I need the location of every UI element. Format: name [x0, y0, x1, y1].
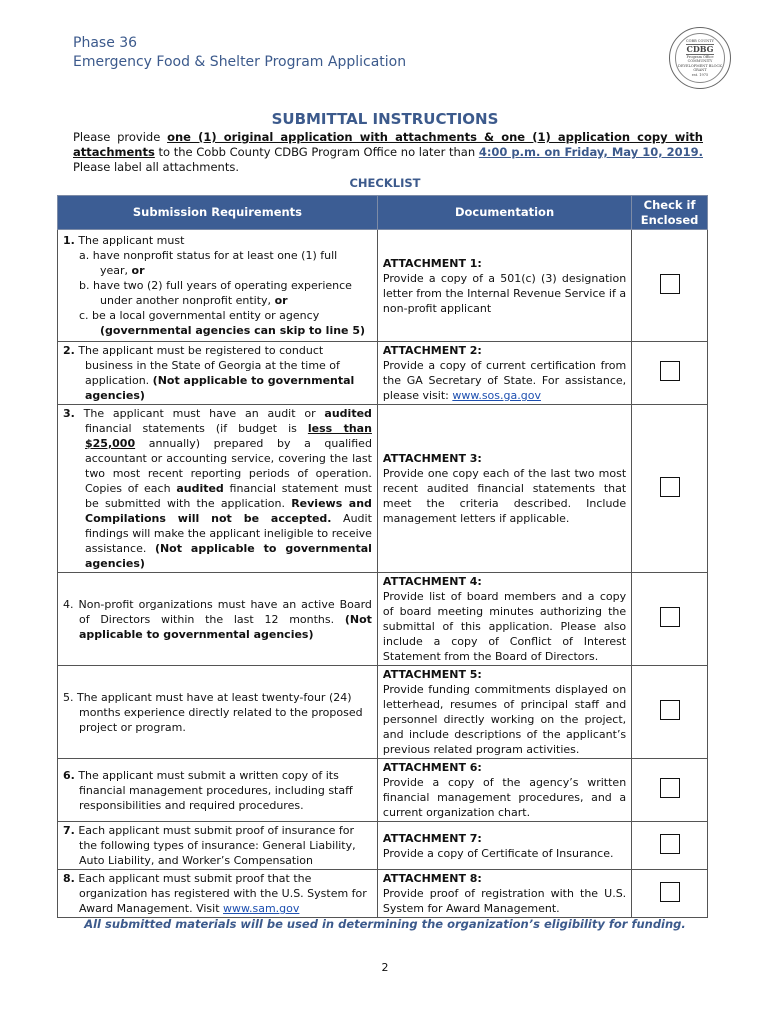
- req-3-audited: audited: [324, 407, 372, 420]
- enclosed-checkbox-8[interactable]: [660, 882, 680, 902]
- sam-link[interactable]: www.sam.gov: [223, 902, 300, 915]
- req-1b-text: have two (2) full years of operating experience: [92, 279, 352, 292]
- req-1b-text2: under another nonprofit entity,: [100, 294, 275, 307]
- checklist-table: [57, 195, 708, 918]
- intro-paragraph: [73, 130, 703, 175]
- check-cell-4: [632, 573, 708, 666]
- page-number: 2: [381, 961, 389, 974]
- requirement-7: [58, 822, 378, 870]
- attachment-1-label: ATTACHMENT 1:: [382, 256, 482, 270]
- attachment-3-text: Provide one copy each of the last two most recent audited financial statements that meet the criteria described. Include management letters if applicable.: [382, 467, 627, 525]
- col-header-documentation: Documentation: [377, 196, 631, 230]
- table-row: [58, 405, 708, 573]
- requirement-6: [58, 759, 378, 822]
- req-1a-or: or: [131, 264, 145, 277]
- requirement-4: [58, 573, 378, 666]
- req-3-t4: financial statement must be submitted with the application.: [85, 482, 372, 510]
- attachment-2-text: Provide a copy of current certification from the GA Secretary of State. For assistance, please visit:: [382, 359, 627, 402]
- check-cell-5: [632, 666, 708, 759]
- req-3-less-than: less than $25,000: [85, 422, 372, 450]
- seal-est-text: est. 1975: [691, 72, 709, 77]
- enclosed-checkbox-1[interactable]: [660, 274, 680, 294]
- req-1b-or: or: [274, 294, 288, 307]
- table-row: [58, 230, 708, 342]
- documentation-8: [377, 870, 631, 918]
- req-1c-text: be a local governmental entity or agency: [92, 309, 320, 322]
- intro-text-2: to the Cobb County CDBG Program Office no later than: [154, 145, 479, 159]
- enclosed-checkbox-2[interactable]: [660, 361, 680, 381]
- req-1c-note: (governmental agencies can skip to line 5): [100, 324, 366, 337]
- attachment-3-label: ATTACHMENT 3:: [382, 452, 482, 465]
- requirement-1: [58, 230, 378, 342]
- documentation-1: [377, 230, 631, 342]
- check-cell-7: [632, 822, 708, 870]
- enclosed-checkbox-5[interactable]: [660, 700, 680, 720]
- intro-text-1: Please provide: [73, 130, 168, 144]
- attachment-7-text: Provide a copy of Certificate of Insurance.: [382, 846, 614, 860]
- req-8-number: 8.: [63, 872, 75, 885]
- enclosed-checkbox-3[interactable]: [660, 477, 680, 497]
- attachment-8-text: Provide proof of registration with the U.S. System for Award Management.: [382, 887, 627, 915]
- req-1a-text: have nonprofit status for at least one (1) full: [92, 249, 338, 262]
- attachment-2-label: ATTACHMENT 2:: [382, 344, 482, 357]
- seal-inner-ring: [675, 33, 725, 83]
- table-header-row: [58, 196, 708, 230]
- requirement-8: [58, 870, 378, 918]
- req-3-reviews: Reviews and Compilations will not be accepted.: [85, 497, 372, 525]
- requirement-5: [58, 666, 378, 759]
- req-3-audited2: audited: [176, 482, 224, 495]
- req-1b-label: b.: [79, 279, 93, 292]
- req-6-number: 6.: [63, 768, 75, 782]
- req-3-t5: Audit findings will make the applicant ineligible to receive assistance.: [85, 512, 372, 555]
- req-1-number: 1.: [63, 234, 75, 247]
- req-2-text: The applicant must be registered to conduct business in the State of Georgia at the time of application.: [74, 344, 340, 387]
- req-6-text: The applicant must submit a written copy of its financial management procedures, including staff responsibilities and required procedures.: [74, 768, 353, 812]
- seal-center-text: CDBG: [686, 43, 714, 54]
- attachment-1-text: Provide a copy of a 501(c) (3) designation letter from the Internal Revenue Service if a non-profit applicant: [382, 271, 627, 315]
- req-3-t3: annually) prepared by a qualified accountant or accounting service, covering the last two most recent reporting periods of operation. Copies of each: [85, 437, 372, 495]
- documentation-2: [377, 342, 631, 405]
- attachment-4-label: ATTACHMENT 4:: [382, 575, 482, 588]
- documentation-7: [377, 822, 631, 870]
- intro-bold: one (1) original application with attachments & one (1) application copy with attachments: [73, 130, 703, 159]
- documentation-6: [377, 759, 631, 822]
- col-header-check-l2: Enclosed: [640, 212, 699, 227]
- table-row: [58, 573, 708, 666]
- table-row: [58, 342, 708, 405]
- phase-label: Phase 36: [73, 35, 138, 51]
- cobb-county-cdbg-seal-logo: [669, 27, 731, 89]
- seal-ring-text: COBB COUNTY: [685, 39, 714, 43]
- enclosed-checkbox-7[interactable]: [660, 834, 680, 854]
- attachment-8-label: ATTACHMENT 8:: [382, 872, 482, 885]
- table-row: [58, 822, 708, 870]
- req-1a-text2: year,: [100, 264, 132, 277]
- col-header-check-l1: Check if: [643, 197, 696, 212]
- enclosed-checkbox-4[interactable]: [660, 607, 680, 627]
- attachment-6-text: Provide a copy of the agency’s written financial management procedures, and a current organization chart.: [382, 776, 627, 819]
- req-4-note: (Not applicable to governmental agencies): [79, 612, 372, 641]
- table-row: [58, 666, 708, 759]
- req-5-text: 5. The applicant must have at least twenty-four (24) months experience directly related to the proposed project or program.: [63, 690, 363, 734]
- enclosed-checkbox-6[interactable]: [660, 778, 680, 798]
- req-2-note: (Not applicable to governmental agencies): [85, 374, 355, 402]
- eligibility-footer-note: All submitted materials will be used in determining the organization’s eligibility for funding.: [84, 917, 686, 931]
- check-cell-8: [632, 870, 708, 918]
- col-header-requirements: Submission Requirements: [58, 196, 378, 230]
- table-row: [58, 870, 708, 918]
- req-3-number: 3.: [63, 407, 75, 420]
- attachment-5-text: Provide funding commitments displayed on letterhead, resumes of principal staff and personnel directly working on the project, and include descriptions of the applicant’s previous related program activities.: [382, 683, 627, 756]
- documentation-5: [377, 666, 631, 759]
- req-1c-label: c.: [79, 309, 93, 322]
- req-8-text: Each applicant must submit proof that the organization has registered with the U.S. System for Award Management. Visit: [74, 872, 367, 915]
- req-3-note: (Not applicable to governmental agencies): [85, 542, 372, 570]
- document-header: [73, 34, 406, 72]
- attachment-5-label: ATTACHMENT 5:: [382, 668, 482, 681]
- requirement-3: [58, 405, 378, 573]
- req-1a-label: a.: [79, 249, 93, 262]
- documentation-4: [377, 573, 631, 666]
- documentation-3: [377, 405, 631, 573]
- page-title: SUBMITTAL INSTRUCTIONS: [271, 110, 499, 128]
- check-cell-2: [632, 342, 708, 405]
- req-3-t1: The applicant must have an audit or: [74, 407, 325, 420]
- intro-text-3: Please label all attachments.: [73, 160, 239, 174]
- req-7-text: Each applicant must submit proof of insurance for the following types of insurance: General Liability, Auto Liability, and Worker’s Compensation: [74, 824, 356, 867]
- attachment-7-label: ATTACHMENT 7:: [382, 831, 482, 845]
- req-4-text: 4. Non-profit organizations must have an active Board of Directors within the last 12 months.: [63, 597, 372, 626]
- attachment-4-text: Provide list of board members and a copy of board meeting minutes authorizing the submittal of this application. Please also include a copy of Conflict of Interest Statement from the Board of Directors.: [382, 590, 627, 663]
- req-2-number: 2.: [63, 344, 75, 357]
- table-row: [58, 759, 708, 822]
- check-cell-6: [632, 759, 708, 822]
- program-title: Emergency Food & Shelter Program Application: [73, 54, 407, 70]
- check-cell-1: [632, 230, 708, 342]
- seal-program-text: Program Office: [686, 54, 714, 59]
- req-1-lead: The applicant must: [74, 234, 185, 247]
- col-header-check: [632, 196, 708, 230]
- deadline-date: 4:00 p.m. on Friday, May 10, 2019.: [478, 145, 703, 159]
- requirement-2: [58, 342, 378, 405]
- checklist-heading: CHECKLIST: [349, 176, 421, 190]
- seal-sub-text: COMMUNITY DEVELOPMENT BLOCK GRANT: [678, 59, 722, 72]
- sos-link[interactable]: www.sos.ga.gov: [452, 389, 541, 402]
- req-3-t2: financial statements (if budget is: [85, 422, 308, 435]
- check-cell-3: [632, 405, 708, 573]
- attachment-6-label: ATTACHMENT 6:: [382, 761, 482, 774]
- req-7-number: 7.: [63, 824, 75, 837]
